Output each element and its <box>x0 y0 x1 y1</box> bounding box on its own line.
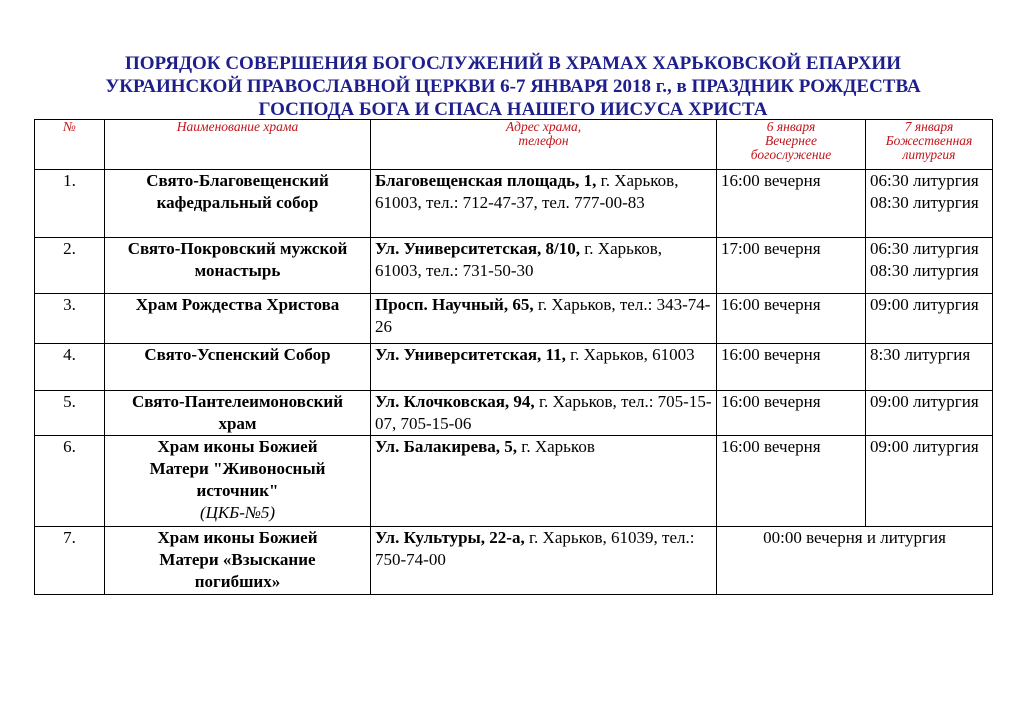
header-jan7 <box>866 120 993 170</box>
address-street: Ул. Культуры, 22-а, <box>375 528 525 547</box>
table-row <box>35 436 993 527</box>
table-row <box>35 238 993 294</box>
header-jan6-line-2: Вечернее <box>765 133 817 148</box>
church-name-line: храм <box>218 414 257 433</box>
jan6-service: 16:00 вечерня <box>717 294 866 344</box>
jan7-service-line: 06:30 литургия <box>870 171 979 190</box>
header-address-line-1: Адрес храма, <box>505 119 582 134</box>
jan6-service: 16:00 вечерня <box>717 344 866 391</box>
address-street: Ул. Университетская, 8/10, <box>375 239 580 258</box>
church-name <box>105 391 371 436</box>
title-line-1: ПОРЯДОК СОВЕРШЕНИЯ БОГОСЛУЖЕНИЙ В ХРАМАХ ХАРЬКОВСКОЙ ЕПАРХИИ <box>125 53 901 74</box>
header-jan7-line-1: 7 января <box>904 119 954 134</box>
church-address <box>371 436 717 527</box>
address-details: г. Харьков, 61003, тел.: 731-50-30 <box>375 239 663 280</box>
jan6-service: 17:00 вечерня <box>717 238 866 294</box>
title-line-3: ГОСПОДА БОГА И СПАСА НАШЕГО ИИСУСА ХРИСТА <box>258 99 768 120</box>
church-name-line: Свято-Пантелеимоновский <box>131 392 344 411</box>
jan7-service-line: 09:00 литургия <box>870 437 979 456</box>
header-row <box>35 120 993 170</box>
church-address <box>371 344 717 391</box>
jan6-service: 16:00 вечерня <box>717 436 866 527</box>
address-street: Благовещенская площадь, 1, <box>375 171 597 190</box>
row-number: 6. <box>35 436 105 527</box>
address-street: Ул. Университетская, 11, <box>375 345 566 364</box>
jan7-service <box>866 238 993 294</box>
row-number: 4. <box>35 344 105 391</box>
table-row <box>35 344 993 391</box>
jan7-service <box>866 294 993 344</box>
church-name-line: Свято-Покровский мужской <box>127 239 348 258</box>
address-street: Ул. Балакирева, 5, <box>375 437 518 456</box>
church-name <box>105 344 371 391</box>
church-address <box>371 170 717 238</box>
header-jan6-line-1: 6 января <box>766 119 816 134</box>
header-jan7-line-3: литургия <box>902 147 956 162</box>
jan6-service: 16:00 вечерня <box>717 391 866 436</box>
church-name-line: Матери «Взыскание <box>159 550 316 569</box>
church-address <box>371 391 717 436</box>
address-street: Просп. Научный, 65, <box>375 295 534 314</box>
jan6-service: 16:00 вечерня <box>717 170 866 238</box>
table-row <box>35 527 993 595</box>
table-row <box>35 391 993 436</box>
document-title <box>34 52 992 121</box>
address-street: Ул. Клочковская, 94, <box>375 392 535 411</box>
row-number: 1. <box>35 170 105 238</box>
jan7-service-line: 08:30 литургия <box>870 261 979 280</box>
church-name-line: кафедральный собор <box>156 193 319 212</box>
address-details: г. Харьков <box>521 437 595 456</box>
row-number: 5. <box>35 391 105 436</box>
church-name <box>105 436 371 527</box>
header-jan7-line-2: Божественная <box>885 133 973 148</box>
jan7-service <box>866 436 993 527</box>
church-address <box>371 294 717 344</box>
header-jan6 <box>717 120 866 170</box>
church-name-line: Храм иконы Божией <box>157 437 318 456</box>
church-address <box>371 238 717 294</box>
church-name <box>105 527 371 595</box>
church-name <box>105 238 371 294</box>
table-row <box>35 170 993 238</box>
church-name-note: (ЦКБ-№5) <box>199 503 276 522</box>
address-details: г. Харьков, 61003, тел.: 712-47-37, тел. 777-00-83 <box>375 171 679 212</box>
title-line-2: УКРАИНСКОЙ ПРАВОСЛАВНОЙ ЦЕРКВИ 6-7 ЯНВАРЯ 2018 г., в ПРАЗДНИК РОЖДЕСТВА <box>105 76 921 97</box>
address-details: г. Харьков, тел.: 705-15-07, 705-15-06 <box>375 392 712 433</box>
church-name-line: монастырь <box>194 261 281 280</box>
address-details: г. Харьков, 61003 <box>570 345 695 364</box>
combined-service: 00:00 вечерня и литургия <box>717 527 993 595</box>
church-name-line: Храм иконы Божией <box>157 528 318 547</box>
church-name-line: Матери "Живоносный <box>149 459 326 478</box>
jan7-service-line: 8:30 литургия <box>870 345 971 364</box>
jan7-service <box>866 170 993 238</box>
jan7-service-line: 06:30 литургия <box>870 239 979 258</box>
row-number: 7. <box>35 527 105 595</box>
church-name <box>105 294 371 344</box>
schedule-table <box>34 119 993 595</box>
church-name-line: Свято-Благовещенский <box>146 171 329 190</box>
jan7-service <box>866 391 993 436</box>
header-address-line-2: телефон <box>518 133 569 148</box>
jan7-service-line: 09:00 литургия <box>870 295 979 314</box>
header-jan6-line-3: богослужение <box>750 147 832 162</box>
jan7-service-line: 08:30 литургия <box>870 193 979 212</box>
church-name-line: Храм Рождества Христова <box>135 295 340 314</box>
jan7-service-line: 09:00 литургия <box>870 392 979 411</box>
row-number: 2. <box>35 238 105 294</box>
church-address <box>371 527 717 595</box>
church-name-line: погибших» <box>194 572 281 591</box>
header-address <box>371 120 717 170</box>
church-name <box>105 170 371 238</box>
church-name-line: Свято-Успенский Собор <box>144 345 331 364</box>
row-number: 3. <box>35 294 105 344</box>
address-details: г. Харьков, тел.: 343-74-26 <box>375 295 711 336</box>
table-row <box>35 294 993 344</box>
address-details: г. Харьков, 61039, тел.: 750-74-00 <box>375 528 695 569</box>
jan7-service <box>866 344 993 391</box>
header-num: № <box>35 120 105 170</box>
church-name-line: источник" <box>196 481 279 500</box>
header-name: Наименование храма <box>105 120 371 170</box>
